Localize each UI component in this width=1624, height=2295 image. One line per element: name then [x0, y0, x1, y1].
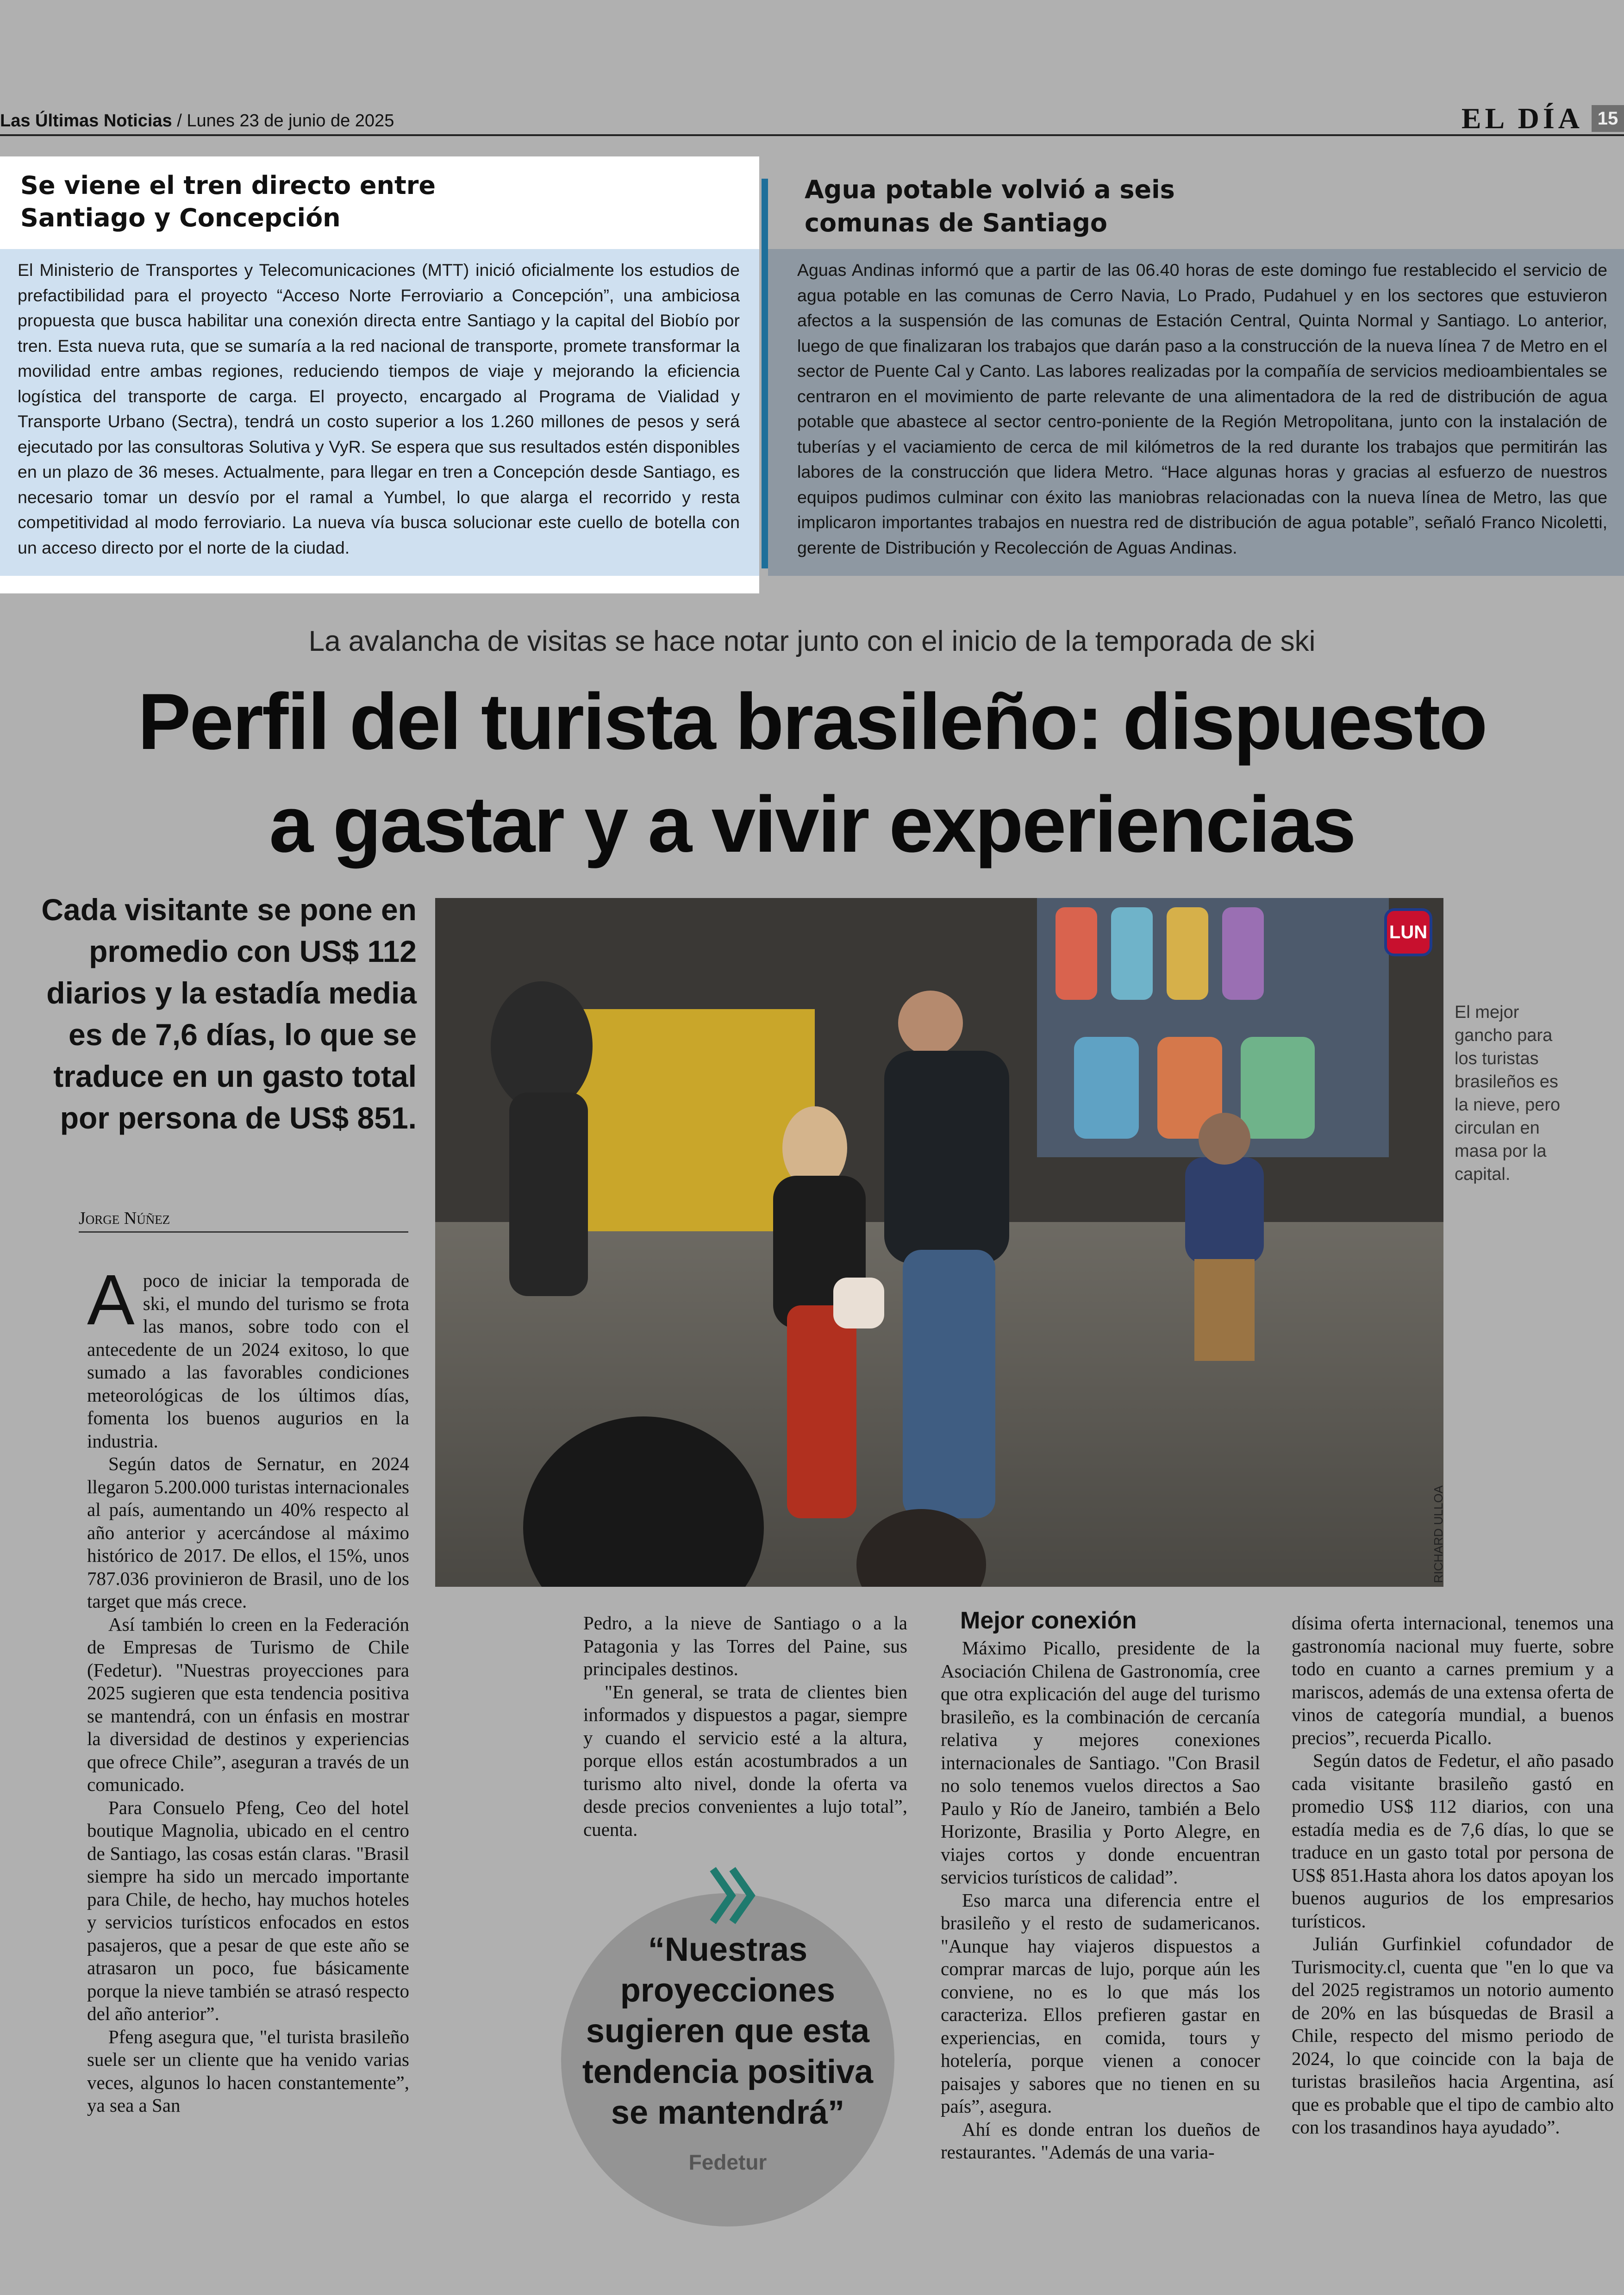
photo-illustration [435, 898, 1443, 1587]
subhead: Mejor conexión [960, 1607, 1137, 1634]
pull-quote-source: Fedetur [688, 2150, 767, 2174]
article-paragraph: Así también lo creen en la Federación de Empresas de Turismo de Chile (Fedetur). "Nuestras proyecciones para 2025 sugieren que esta tendencia positiva se mantendrá, con un énfasis en mostrar la diversidad de destinos y experiencias que ofrece Chile”, aseguran a través de un comunicado. [87, 1613, 409, 1795]
train-brief-title [20, 169, 743, 234]
byline: Jorge Núñez [79, 1208, 408, 1233]
issue-date: Lunes 23 de junio de 2025 [187, 111, 394, 131]
article-column-4 [1292, 1612, 1614, 2139]
masthead-line [0, 111, 394, 131]
lede: Cada visitante se pone en promedio con US$ 112 diarios y la estadía media es de 7,6 días, lo que se traduce en un gasto total por persona de US$ 851. [41, 892, 417, 1135]
article-paragraph: Pedro, a la nieve de Santiago o a la Patagonia y las Torres del Paine, sus principales destinos. [583, 1612, 907, 1679]
article-paragraph: Ahí es donde entran los dueños de restaurantes. "Además de una varia- [941, 2118, 1260, 2163]
publication-name: Las Últimas Noticias [0, 111, 172, 131]
article-paragraph [87, 1260, 409, 1453]
article-paragraph: Julián Gurfinkiel cofundador de Turismocity.cl, cuenta que "en lo que va del 2025 registramos un notorio aumento de 20% en las búsquedas de Brasil a Chile, respecto del mismo periodo de 2024, lo que coincide con la baja de turistas brasileños hacia Argentina, así que es probable que el tipo de cambio alto con los trasandinos haya ayudado”. [1292, 1933, 1614, 2138]
story-photo [435, 898, 1443, 1587]
article-paragraph: Según datos de Fedetur, el año pasado cada visitante brasileño gastó en promedio US$ 112 diarios, con una estadía media es de 7,6 días, lo que se traduce en un gasto total por persona de US$ 851.Hasta ahora los datos apoyan los buenos augurios de los empresarios turísticos. [1292, 1750, 1614, 1932]
section-header [1462, 104, 1624, 133]
paragraph-text: poco de iniciar la temporada de ski, el mundo del turismo se frota las manos, sobre todo con el antecedente de un 2024 exitoso, lo que sumado a las favorables condiciones meteorológicas de los últimos días, fomenta los buenos augurios en la industria. [87, 1270, 409, 1452]
headline-line: Perfil del turista brasileño: dispuesto [137, 677, 1487, 766]
masthead-separator: / [172, 111, 187, 131]
water-brief-accent-bar [762, 179, 768, 568]
water-brief-body: Aguas Andinas informó que a partir de las 06.40 horas de este domingo fue restablecido el servicio de agua potable en las comunas de Cerro Navia, Lo Prado, Pudahuel y en los sectores que estuvieron afectos a la suspensión de las comunas de Estación Central, Quinta Normal y Santiago. Lo anterior, luego de que finalizaran los trabajos que darán paso a la construcción de la nueva línea 7 de Metro en el sector de Puente Cal y Canto. Las labores realizadas por la compañía de servicios medioambientales se centraron en el movimiento de parte relevante de una alimentadora de la red de distribución de agua potable que abastece al sector centro-poniente de la Región Metropolitana, junto con la instalación de tuberías y el vaciamiento de cerca de mil kilómetros de la red durante los trabajos que permitirán las labores de la construcción que lidera Metro. “Hace algunas horas y gracias al esfuerzo de nuestros equipos pudimos culminar con éxito las maniobras relacionadas con la nueva línea de Metro, las que implicaron importantes trabajos en nuestra red de distribución de agua potable”, señaló Franco Nicoletti, gerente de Distribución y Recolección de Aguas Andinas. [797, 260, 1607, 557]
article-column-3 [941, 1606, 1260, 2164]
article-paragraph: Máximo Picallo, presidente de la Asociación Chilena de Gastronomía, cree que otra explicación del auge del turismo brasileño, es la combinación de cercanía relativa y mejores conexiones internacionales de Santiago. "Con Brasil no solo tenemos vuelos directos a Sao Paulo y Río de Janeiro, también a Belo Horizonte, Brasilia y Porto Alegre, en viajes cortos y donde encuentran servicios turísticos de calidad”. [941, 1637, 1260, 1888]
article-paragraph: dísima oferta internacional, tenemos una gastronomía nacional muy fuerte, sobre todo en cuanto a carnes premium y a mariscos, además de una extensa oferta de vinos de categoría mundial, a buenos precios”, recuerda Picallo. [1292, 1612, 1614, 1748]
pull-quote: “Nuestras proyecciones sugieren que esta tendencia positiva se mantendrá” [582, 1931, 874, 2131]
water-brief-title [805, 173, 1592, 240]
article-paragraph: "En general, se trata de clientes bien informados y dispuestos a pagar, siempre y cuando el servicio esté a la altura, porque ellos están acostumbrados a un turismo alto nivel, donde la oferta va desde precios convenientes a lujo total”, cuenta. [583, 1681, 907, 1840]
section-label: EL DÍA [1461, 102, 1583, 135]
headline-line: a gastar y a vivir experiencias [269, 780, 1355, 869]
article-column-2 [583, 1612, 907, 1841]
page-number: 15 [1592, 105, 1624, 132]
water-brief-title-line: comunas de Santiago [805, 208, 1108, 237]
water-brief-title-line: Agua potable volvió a seis [805, 175, 1175, 204]
kicker: La avalancha de visitas se hace notar junto con el inicio de la temporada de ski [308, 625, 1316, 657]
headline [0, 670, 1624, 876]
drop-cap: A [87, 1260, 135, 1340]
train-brief-title-line: Santiago y Concepción [20, 203, 341, 232]
photo-caption: El mejor gancho para los turistas brasileños es la nieve, pero circulan en masa por la capital. [1455, 1003, 1561, 1184]
header-rule [0, 134, 1624, 136]
article-paragraph: Eso marca una diferencia entre el brasileño y el resto de sudamericanos. "Aunque hay viajeros dispuestos a comprar marcas de lujo, porque aún les conviene, no es lo que más los caracteriza. Ellos prefieren gastar en experiencias, en comida, tours y hotelería, porque vienen a conocer paisajes y sabores que no tienen en su país”, asegura. [941, 1889, 1260, 2117]
article-paragraph: Según datos de Sernatur, en 2024 llegaron 5.200.000 turistas internacionales al país, aumentando un 40% respecto al año anterior y acercándose al máximo histórico de 2017. De ellos, el 15%, unos 787.036 provinieron de Brasil, uno de los target que más crece. [87, 1453, 409, 1612]
lun-logo: LUN [1384, 908, 1432, 956]
article-column-1 [87, 1260, 409, 2117]
double-chevron-icon [708, 1865, 759, 1926]
train-brief-body: El Ministerio de Transportes y Telecomunicaciones (MTT) inició oficialmente los estudios de prefactibilidad para el proyecto “Acceso Norte Ferroviario a Concepción”, una ambiciosa propuesta que busca habilitar una conexión directa entre Santiago y la capital del Biobío por tren. Esta nueva ruta, que se sumaría a la red nacional de transporte, promete transformar la movilidad entre ambas regiones, reduciendo tiempos de viaje y mejorando la eficiencia logística del transporte de carga. El proyecto, encargado al Programa de Vialidad y Transporte Urbano (Sectra), tendrá un costo superior a los 1.260 millones de pesos y será ejecutado por las consultoras Solutiva y VyR. Se espera que sus resultados estén disponibles en un plazo de 36 meses. Actualmente, para llegar en tren a Concepción desde Santiago, es necesario tomar un desvío por el ramal a Yumbel, lo que alarga el recorrido y resta competitividad al modo ferroviario. La nueva vía busca solucionar este cuello de botella con un acceso directo por el norte de la ciudad. [18, 260, 740, 557]
article-paragraph: Para Consuelo Pfeng, Ceo del hotel boutique Magnolia, ubicado en el centro de Santiago, las cosas están claras. "Brasil siempre ha sido un mercado importante para Chile, de hecho, hay muchos hoteles y servicios turísticos enfocados en estos pasajeros, que a pesar de que este año se atrasaron un poco, fue básicamente porque la nieve también se atrasó respecto del año anterior”. [87, 1796, 409, 2024]
photo-credit: RICHARD ULLOA [1431, 1485, 1445, 1583]
train-brief-title-line: Se viene el tren directo entre [20, 171, 436, 200]
article-paragraph: Pfeng asegura que, "el turista brasileño suele ser un cliente que ha venido varias veces, algunos lo hacen constantemente”, ya sea a San [87, 2026, 409, 2116]
